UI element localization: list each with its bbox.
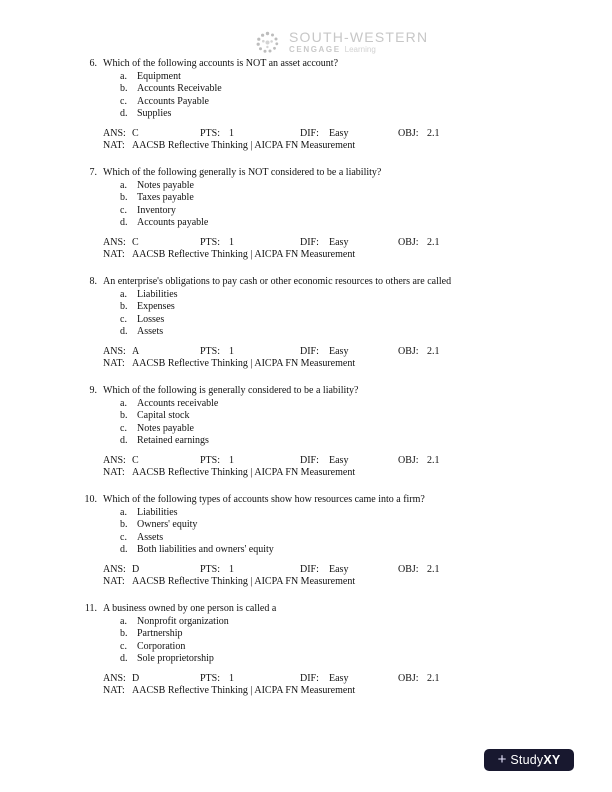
option-text: Notes payable: [137, 179, 194, 191]
option-letter: b.: [120, 301, 128, 312]
option-letter: c.: [120, 95, 127, 107]
option-text: Accounts Payable: [137, 95, 209, 107]
option-letter: c.: [120, 640, 127, 652]
option-list: [120, 180, 612, 230]
option-letter: d.: [120, 108, 128, 119]
dif-value: Easy: [329, 672, 349, 684]
plus-icon: +: [497, 751, 507, 768]
question-number: 7.: [89, 167, 97, 178]
dif-value: Easy: [329, 127, 349, 139]
obj-label: OBJ:: [398, 563, 419, 575]
option-letter: b.: [120, 410, 128, 421]
option-row: [120, 83, 612, 96]
option-row: [120, 108, 612, 121]
points-field: [200, 346, 300, 359]
question-block: [79, 167, 612, 262]
question-row: [79, 603, 612, 616]
answer-field: [103, 455, 200, 468]
nat-row: [103, 467, 612, 480]
option-letter: a.: [120, 179, 127, 191]
option-letter: c.: [120, 313, 127, 325]
option-row: [120, 435, 612, 448]
dif-value: Easy: [329, 454, 349, 466]
option-row: [120, 628, 612, 641]
obj-value: 2.1: [427, 345, 440, 357]
nat-text: AACSB Reflective Thinking | AICPA FN Measurement: [132, 467, 356, 478]
question-row: [79, 167, 612, 180]
studyxy-badge: [484, 749, 574, 771]
option-text: Retained earnings: [137, 435, 209, 446]
option-row: [120, 314, 612, 327]
pts-value: 1: [229, 563, 234, 575]
question-block: [79, 603, 612, 698]
option-letter: b.: [120, 83, 128, 94]
question-number: 8.: [89, 276, 97, 287]
ans-value: D: [132, 672, 140, 684]
option-list: [120, 71, 612, 121]
question-text: Which of the following accounts is NOT an asset account?: [103, 58, 339, 69]
ans-label: ANS:: [103, 563, 126, 575]
option-row: [120, 289, 612, 302]
obj-value: 2.1: [427, 563, 440, 575]
option-row: [120, 532, 612, 545]
studyxy-label: [510, 753, 560, 767]
option-letter: a.: [120, 397, 127, 409]
option-row: [120, 616, 612, 629]
option-row: [120, 519, 612, 532]
option-list: [120, 616, 612, 666]
dif-value: Easy: [329, 563, 349, 575]
answer-row: [103, 673, 612, 686]
ans-value: A: [132, 345, 140, 357]
option-text: Sole proprietorship: [137, 653, 214, 664]
option-text: Expenses: [137, 301, 175, 312]
question-row: [79, 385, 612, 398]
option-letter: b.: [120, 192, 128, 203]
dif-label: DIF:: [300, 345, 319, 357]
question-number: 6.: [89, 58, 97, 69]
pts-label: PTS:: [200, 563, 221, 575]
option-text: Assets: [137, 531, 164, 543]
option-row: [120, 180, 612, 193]
answer-row: [103, 128, 612, 141]
study-label: Study: [510, 753, 544, 767]
points-field: [200, 455, 300, 468]
obj-label: OBJ:: [398, 236, 419, 248]
question-text: Which of the following types of accounts show how resources came into a firm?: [103, 494, 425, 505]
ans-label: ANS:: [103, 127, 126, 139]
learning-label: Learning: [344, 45, 376, 55]
obj-value: 2.1: [427, 127, 440, 139]
question-number: 10.: [84, 494, 97, 505]
cengage-label: CENGAGE: [289, 45, 341, 55]
nat-label: NAT:: [103, 140, 125, 151]
publisher-subtitle: [289, 46, 428, 55]
option-text: Supplies: [137, 108, 172, 119]
dif-label: DIF:: [300, 672, 319, 684]
nat-text: AACSB Reflective Thinking | AICPA FN Measurement: [132, 685, 356, 696]
question-block: [79, 385, 612, 480]
option-row: [120, 192, 612, 205]
nat-label: NAT:: [103, 358, 125, 369]
nat-label: NAT:: [103, 576, 125, 587]
question-block: [79, 276, 612, 371]
option-text: Taxes payable: [137, 192, 194, 203]
difficulty-field: [300, 564, 398, 577]
option-letter: c.: [120, 422, 127, 434]
difficulty-field: [300, 128, 398, 141]
dif-label: DIF:: [300, 563, 319, 575]
nat-row: [103, 576, 612, 589]
option-letter: c.: [120, 204, 127, 216]
nat-text: AACSB Reflective Thinking | AICPA FN Measurement: [132, 249, 356, 260]
publisher-logo-text: [289, 30, 428, 55]
option-list: [120, 398, 612, 448]
objective-field: [398, 346, 440, 359]
objective-field: [398, 237, 440, 250]
objective-field: [398, 564, 440, 577]
nat-label: NAT:: [103, 467, 125, 478]
option-row: [120, 96, 612, 109]
pts-value: 1: [229, 236, 234, 248]
obj-value: 2.1: [427, 454, 440, 466]
answer-row: [103, 237, 612, 250]
option-letter: d.: [120, 544, 128, 555]
option-text: Liabilities: [137, 288, 178, 300]
obj-label: OBJ:: [398, 454, 419, 466]
ans-label: ANS:: [103, 236, 126, 248]
option-text: Both liabilities and owners' equity: [137, 544, 274, 555]
nat-label: NAT:: [103, 685, 125, 696]
ans-value: D: [132, 563, 140, 575]
option-letter: a.: [120, 70, 127, 82]
option-letter: c.: [120, 531, 127, 543]
pts-label: PTS:: [200, 454, 221, 466]
answer-row: [103, 564, 612, 577]
question-number: 11.: [84, 603, 97, 614]
option-letter: b.: [120, 519, 128, 530]
answer-row: [103, 346, 612, 359]
option-row: [120, 398, 612, 411]
obj-label: OBJ:: [398, 672, 419, 684]
question-text: An enterprise's obligations to pay cash or other economic resources to others are called: [103, 276, 452, 287]
option-row: [120, 326, 612, 339]
ans-value: C: [132, 127, 139, 139]
option-letter: d.: [120, 435, 128, 446]
option-text: Notes payable: [137, 422, 194, 434]
points-field: [200, 128, 300, 141]
difficulty-field: [300, 455, 398, 468]
answer-field: [103, 673, 200, 686]
difficulty-field: [300, 673, 398, 686]
cengage-dots-icon: [254, 29, 281, 56]
points-field: [200, 564, 300, 577]
ans-label: ANS:: [103, 672, 126, 684]
option-letter: a.: [120, 288, 127, 300]
objective-field: [398, 128, 440, 141]
question-row: [79, 276, 612, 289]
option-row: [120, 423, 612, 436]
option-row: [120, 507, 612, 520]
option-list: [120, 507, 612, 557]
option-row: [120, 653, 612, 666]
option-letter: a.: [120, 506, 127, 518]
question-block: [79, 58, 612, 153]
xy-label: XY: [543, 753, 561, 767]
pts-value: 1: [229, 127, 234, 139]
option-list: [120, 289, 612, 339]
difficulty-field: [300, 237, 398, 250]
answer-field: [103, 346, 200, 359]
nat-label: NAT:: [103, 249, 125, 260]
answer-field: [103, 128, 200, 141]
question-text: Which of the following generally is NOT considered to be a liability?: [103, 167, 382, 178]
question-row: [79, 494, 612, 507]
option-text: Liabilities: [137, 506, 178, 518]
dif-label: DIF:: [300, 236, 319, 248]
answer-row: [103, 455, 612, 468]
points-field: [200, 673, 300, 686]
objective-field: [398, 455, 440, 468]
nat-text: AACSB Reflective Thinking | AICPA FN Measurement: [132, 358, 356, 369]
ans-label: ANS:: [103, 345, 126, 357]
option-letter: d.: [120, 217, 128, 228]
pts-value: 1: [229, 345, 234, 357]
option-text: Assets: [137, 326, 164, 337]
points-field: [200, 237, 300, 250]
option-letter: d.: [120, 653, 128, 664]
option-text: Nonprofit organization: [137, 615, 229, 627]
option-letter: d.: [120, 326, 128, 337]
dif-value: Easy: [329, 236, 349, 248]
pts-label: PTS:: [200, 236, 221, 248]
publisher-logo: [254, 29, 428, 56]
option-text: Owners' equity: [137, 519, 198, 530]
question-text: A business owned by one person is called a: [103, 603, 277, 614]
ans-label: ANS:: [103, 454, 126, 466]
option-letter: b.: [120, 628, 128, 639]
question-row: [79, 58, 612, 71]
difficulty-field: [300, 346, 398, 359]
option-text: Equipment: [137, 70, 181, 82]
answer-field: [103, 564, 200, 577]
option-text: Partnership: [137, 628, 183, 639]
obj-label: OBJ:: [398, 345, 419, 357]
nat-text: AACSB Reflective Thinking | AICPA FN Measurement: [132, 140, 356, 151]
question-number: 9.: [89, 385, 97, 396]
option-letter: a.: [120, 615, 127, 627]
pts-label: PTS:: [200, 345, 221, 357]
option-row: [120, 301, 612, 314]
obj-label: OBJ:: [398, 127, 419, 139]
objective-field: [398, 673, 440, 686]
option-text: Losses: [137, 313, 165, 325]
nat-row: [103, 685, 612, 698]
question-block: [79, 494, 612, 589]
pts-label: PTS:: [200, 127, 221, 139]
nat-row: [103, 358, 612, 371]
question-text: Which of the following is generally considered to be a liability?: [103, 385, 359, 396]
option-text: Corporation: [137, 640, 186, 652]
option-row: [120, 71, 612, 84]
option-text: Accounts payable: [137, 217, 209, 228]
option-row: [120, 641, 612, 654]
nat-row: [103, 249, 612, 262]
pts-value: 1: [229, 454, 234, 466]
option-row: [120, 205, 612, 218]
option-row: [120, 544, 612, 557]
pts-label: PTS:: [200, 672, 221, 684]
obj-value: 2.1: [427, 236, 440, 248]
option-text: Accounts receivable: [137, 397, 219, 409]
publisher-name: SOUTH-WESTERN: [289, 28, 429, 45]
option-text: Inventory: [137, 204, 176, 216]
nat-text: AACSB Reflective Thinking | AICPA FN Measurement: [132, 576, 356, 587]
pts-value: 1: [229, 672, 234, 684]
dif-label: DIF:: [300, 454, 319, 466]
answer-field: [103, 237, 200, 250]
ans-value: C: [132, 236, 139, 248]
dif-value: Easy: [329, 345, 349, 357]
option-text: Accounts Receivable: [137, 83, 222, 94]
dif-label: DIF:: [300, 127, 319, 139]
nat-row: [103, 140, 612, 153]
obj-value: 2.1: [427, 672, 440, 684]
ans-value: C: [132, 454, 139, 466]
option-row: [120, 410, 612, 423]
option-text: Capital stock: [137, 410, 190, 421]
option-row: [120, 217, 612, 230]
